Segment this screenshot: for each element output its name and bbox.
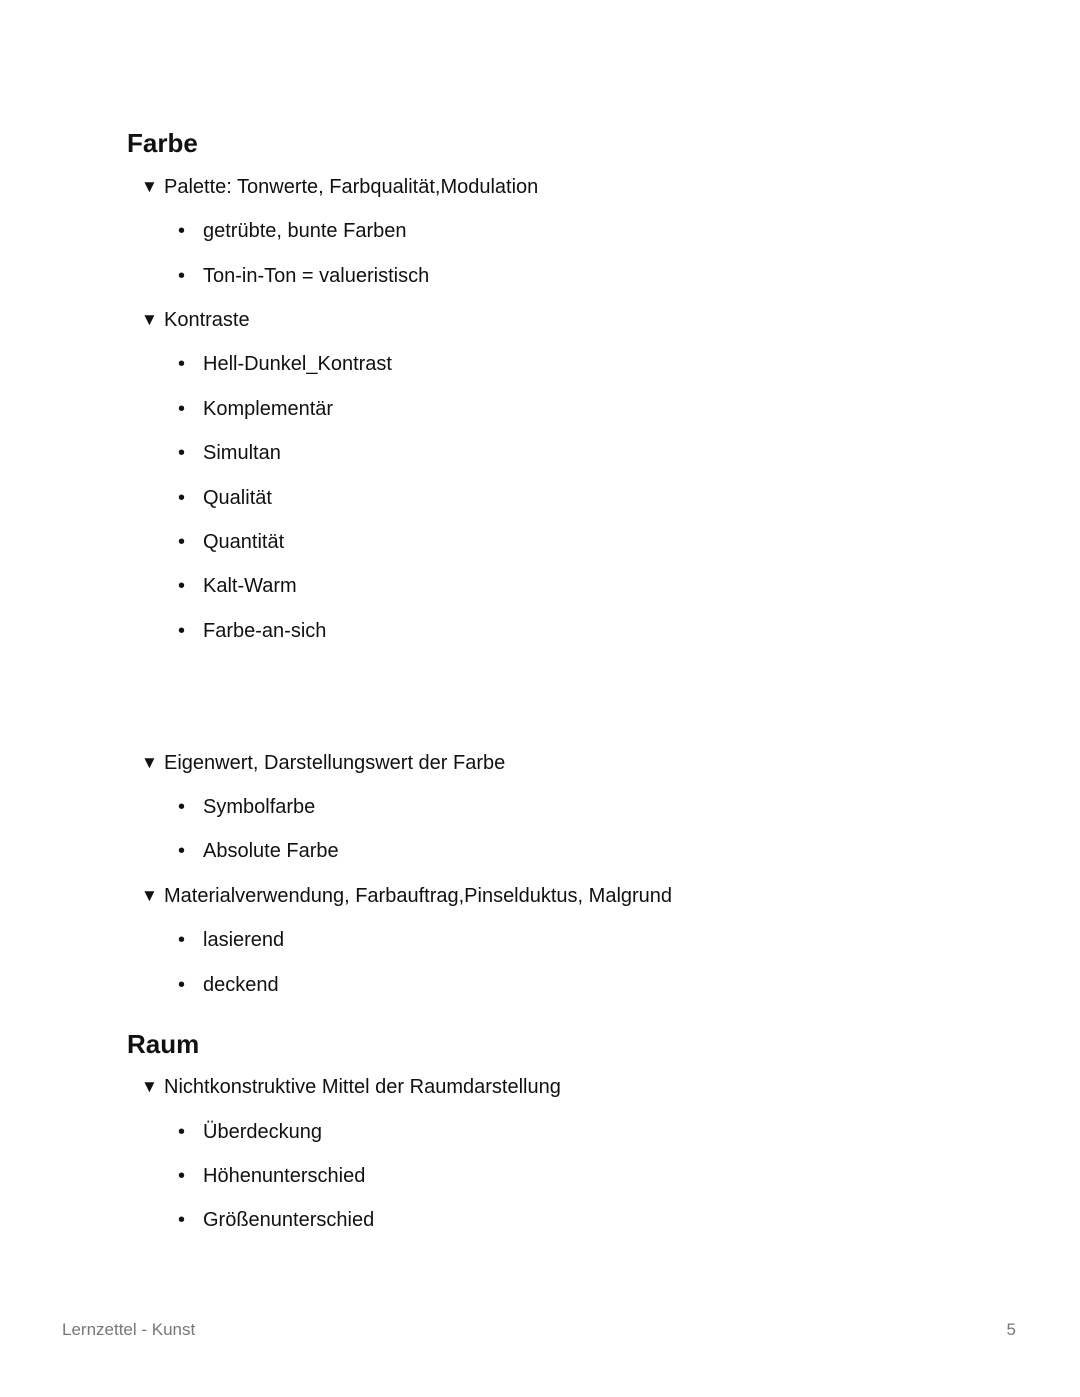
bullet-icon: • [178, 442, 186, 464]
bullet-icon: • [178, 840, 186, 862]
bullet-icon: • [178, 620, 186, 642]
toggle-materialverwendung[interactable] [141, 883, 672, 909]
toggle-label: Kontraste [164, 309, 250, 331]
toggle-label: Nichtkonstruktive Mittel der Raumdarstellung [164, 1076, 561, 1098]
bullet-icon: • [178, 1165, 186, 1187]
footer-title: Lernzettel - Kunst [62, 1320, 196, 1339]
triangle-down-icon[interactable]: ▼ [141, 177, 158, 196]
triangle-down-icon[interactable]: ▼ [141, 753, 158, 772]
bullet-icon: • [178, 1209, 186, 1231]
page-number: 5 [1006, 1320, 1016, 1339]
list-item: • Überdeckung [178, 1121, 322, 1143]
toggle-label: Palette: Tonwerte, Farbqualität,Modulation [164, 176, 539, 198]
list-item: • Symbolfarbe [178, 796, 316, 818]
list-item: • Quantität [178, 531, 285, 553]
bullet-icon: • [178, 531, 186, 553]
list-item: • Hell-Dunkel_Kontrast [178, 353, 392, 375]
section-heading-raum: Raum [127, 1029, 200, 1059]
list-item: • Größenunterschied [178, 1209, 375, 1231]
toggle-nichtkonstruktive-mittel[interactable] [141, 1074, 561, 1100]
list-item: • getrübte, bunte Farben [178, 220, 407, 242]
bullet-icon: • [178, 265, 186, 287]
list-item: • Ton-in-Ton = valueristisch [178, 265, 430, 287]
list-item: • deckend [178, 974, 279, 996]
list-item: • Komplementär [178, 398, 334, 420]
triangle-down-icon[interactable]: ▼ [141, 886, 158, 905]
triangle-down-icon[interactable]: ▼ [141, 310, 158, 329]
bullet-icon: • [178, 398, 186, 420]
toggle-palette[interactable] [141, 174, 538, 200]
list-item: • Simultan [178, 442, 281, 464]
list-item: • Farbe-an-sich [178, 620, 327, 642]
bullet-icon: • [178, 796, 186, 818]
toggle-eigenwert[interactable] [141, 750, 505, 776]
bullet-icon: • [178, 1121, 186, 1143]
list-item: • Kalt-Warm [178, 575, 297, 597]
triangle-down-icon[interactable]: ▼ [141, 1077, 158, 1096]
bullet-icon: • [178, 974, 186, 996]
list-item: • Qualität [178, 487, 272, 509]
toggle-kontraste[interactable] [141, 307, 250, 333]
list-item: • lasierend [178, 929, 285, 951]
bullet-icon: • [178, 575, 186, 597]
bullet-icon: • [178, 220, 186, 242]
bullet-icon: • [178, 353, 186, 375]
list-item: • Absolute Farbe [178, 840, 339, 862]
list-item: • Höhenunterschied [178, 1165, 366, 1187]
section-heading-farbe: Farbe [127, 128, 198, 158]
toggle-label: Eigenwert, Darstellungswert der Farbe [164, 752, 506, 774]
bullet-icon: • [178, 929, 186, 951]
bullet-icon: • [178, 487, 186, 509]
toggle-label: Materialverwendung, Farbauftrag,Pinselduktus, Malgrund [164, 885, 673, 907]
